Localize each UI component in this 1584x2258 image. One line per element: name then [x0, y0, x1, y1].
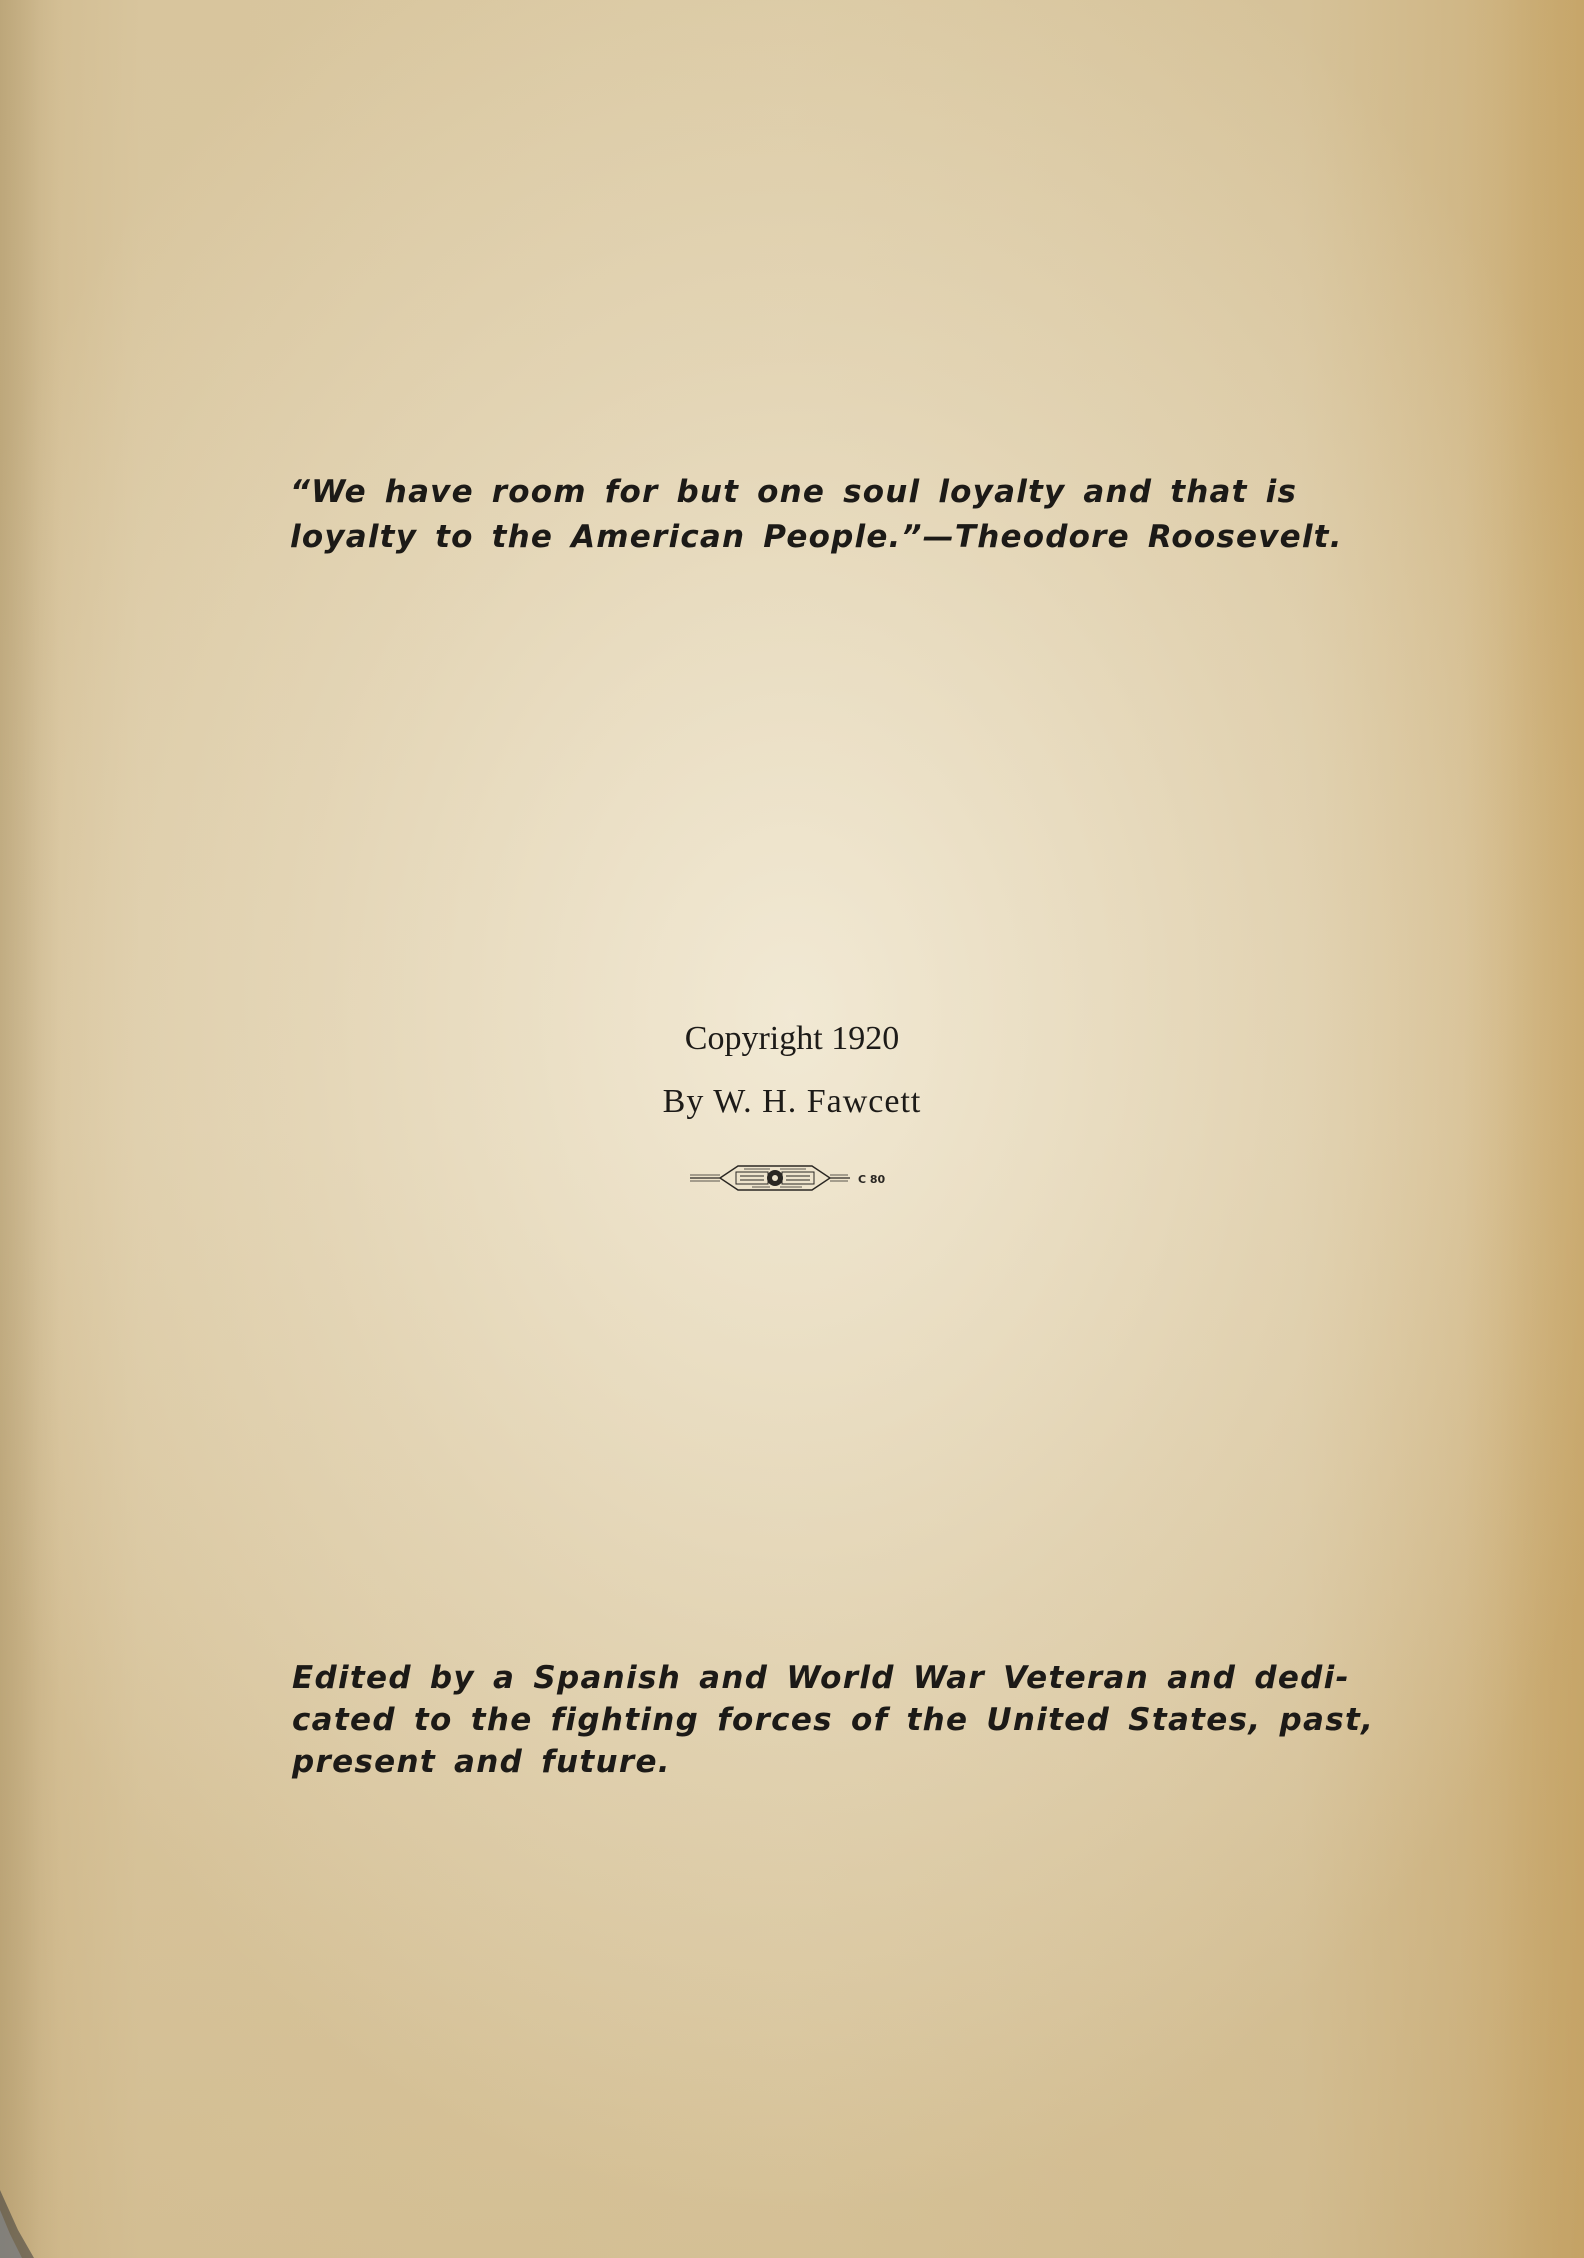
- union-label-code: C 80: [858, 1173, 886, 1186]
- copyright-year: Copyright 1920: [684, 1020, 900, 1057]
- union-label-stamp: [690, 1160, 900, 1196]
- quote-line-1: “We have room for but one soul loyalty and that is: [290, 474, 1298, 510]
- dedication-line-2: cated to the fighting forces of the United States, past,: [292, 1702, 1375, 1738]
- dedication-text: [292, 1657, 1375, 1783]
- quote-line-2: loyalty to the American People.”—Theodore Roosevelt.: [290, 519, 1343, 555]
- union-label-emblem: [690, 1166, 850, 1190]
- page-edge-shadow-left: [0, 0, 60, 2258]
- dedication-line-1: Edited by a Spanish and World War Veteran and dedi-: [292, 1660, 1350, 1696]
- copyright-author: By W. H. Fawcett: [662, 1083, 922, 1120]
- page-edge-stain-right: [1464, 0, 1584, 2258]
- page-corner-fold: [0, 2190, 40, 2258]
- roosevelt-quote: [290, 470, 1343, 560]
- dedication-line-3: present and future.: [292, 1744, 671, 1780]
